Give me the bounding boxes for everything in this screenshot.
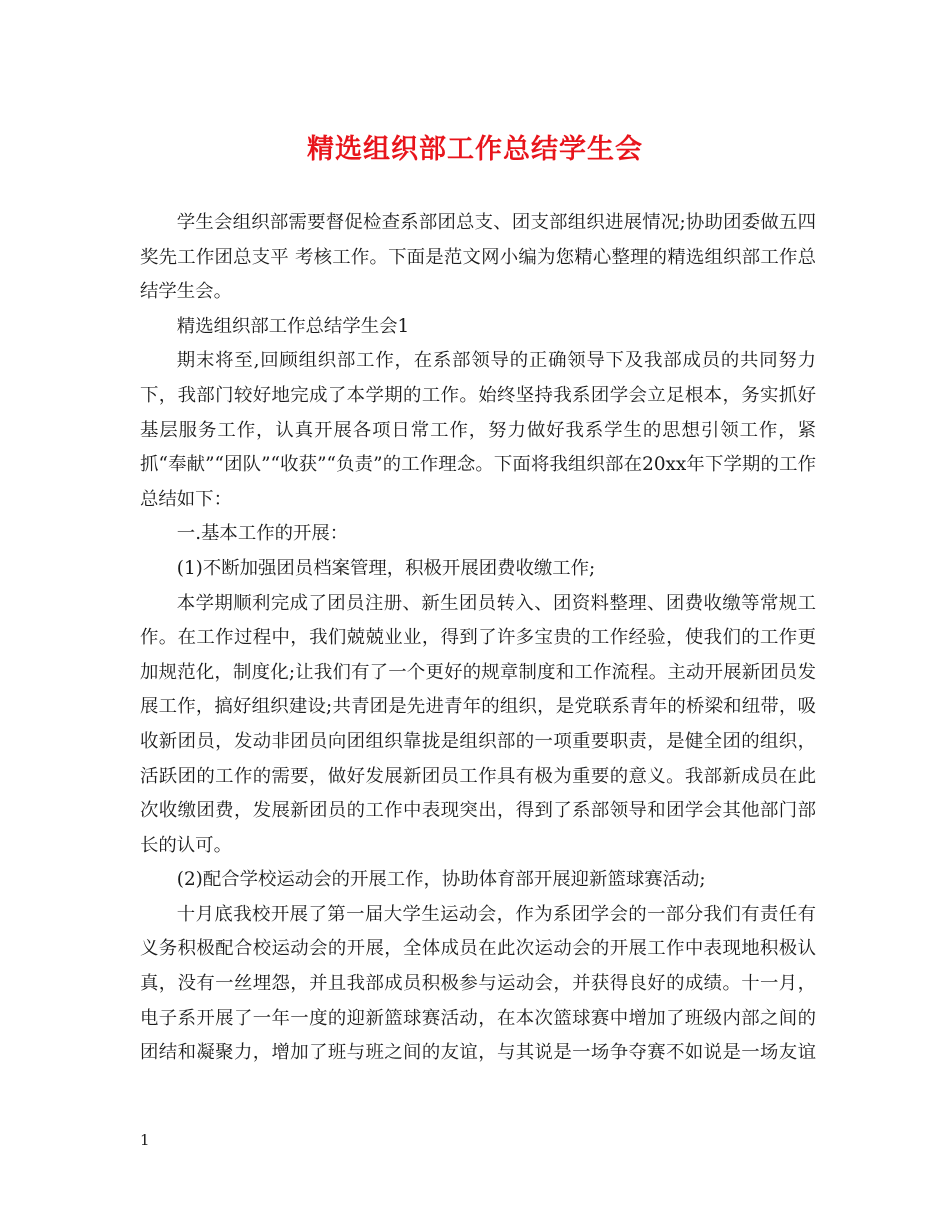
body-paragraph: 学生会组织部需要督促检查系部团总支、团支部组织进展情况;协助团委做五四奖先工作团总支平 考核工作。下面是范文网小编为您精心整理的精选组织部工作总结学生会。	[140, 212, 816, 303]
body-paragraph: 期末将至,回顾组织部工作，在系部领导的正确领导下及我部成员的共同努力下，我部门较好地完成了本学期的工作。始终坚持我系团学会立足根本，务实抓好基层服务工作，认真开展各项日常工作，努力做好我系学生的思想引领工作，紧抓“奉献”“团队”“收获”“负责”的工作理念。下面将我组织部在20xx年下学期的工作总结如下：	[140, 350, 816, 510]
subsection-heading: 一.基本工作的开展：	[176, 523, 349, 545]
document-title: 精选组织部工作总结学生会	[307, 134, 643, 165]
body-paragraph: 本学期顺利完成了团员注册、新生团员转入、团资料整理、团费收缴等常规工作。在工作过程中，我们兢兢业业，得到了许多宝贵的工作经验，使我们的工作更加规范化，制度化;让我们有了一个更好的规章制度和工作流程。主动开展新团员发展工作，搞好组织建设;共青团是先进青年的组织，是党联系青年的桥梁和纽带，吸收新团员，发动非团员向团组织靠拢是组织部的一项重要职责，是健全团的组织，活跃团的工作的需要，做好发展新团员工作具有极为重要的意义。我部新成员在此次收缴团费，发展新团员的工作中表现突出，得到了系部领导和团学会其他部门部长的认可。	[140, 592, 816, 856]
list-item-heading: (1)不断加强团员档案管理，积极开展团费收缴工作;	[176, 557, 596, 579]
section-heading: 精选组织部工作总结学生会1	[176, 315, 410, 337]
list-item-heading: (2)配合学校运动会的开展工作，协助体育部开展迎新篮球赛活动;	[176, 869, 706, 891]
body-paragraph: 十月底我校开展了第一届大学生运动会，作为系团学会的一部分我们有责任有义务积极配合校运动会的开展，全体成员在此次运动会的开展工作中表现地积极认真，没有一丝埋怨，并且我部成员积极参与运动会，并获得良好的成绩。十一月，电子系开展了一年一度的迎新篮球赛活动，在本次篮球赛中增加了班级内部之间的团结和凝聚力，增加了班与班之间的友谊，与其说是一场争夺赛不如说是一场友谊	[140, 903, 816, 1064]
document-body	[140, 206, 816, 1071]
page-number: 1	[140, 1131, 150, 1149]
